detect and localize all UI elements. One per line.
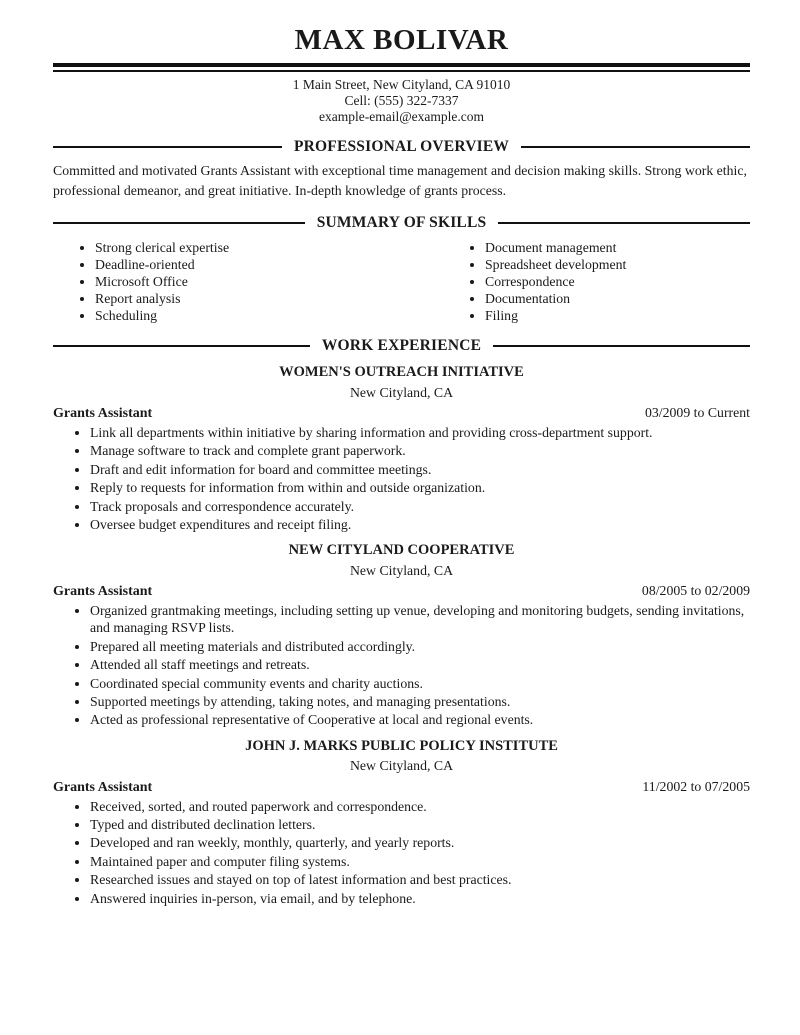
experience-bullet: • Maintained paper and computer filing systems.	[90, 853, 750, 870]
experience-bullet: • Typed and distributed declination letters.	[90, 816, 750, 833]
experience-bullet: • Manage software to track and complete grant paperwork.	[90, 442, 750, 459]
job-bullets	[53, 798, 750, 907]
skill-item: • Strong clerical expertise	[95, 239, 443, 256]
job-title: Grants Assistant	[53, 405, 153, 421]
section-heading-experience	[53, 337, 750, 355]
company-location: New Cityland, CA	[349, 562, 454, 578]
skill-item: • Microsoft Office	[95, 273, 443, 290]
phone-line: Cell: (555) 322-7337	[344, 93, 459, 109]
heading-rule-left	[53, 222, 305, 224]
job-dates: 08/2005 to 02/2009	[641, 583, 750, 599]
job-title: Grants Assistant	[53, 584, 153, 600]
skill-item: • Report analysis	[95, 290, 443, 307]
experience-bullet: • Link all departments within initiative by sharing information and providing cross-department support.	[90, 424, 750, 441]
job-dates: 11/2002 to 07/2005	[642, 778, 750, 794]
job-entry	[53, 542, 750, 728]
address-line: 1 Main Street, New Cityland, CA 91010	[292, 77, 511, 93]
skills-column-left	[53, 239, 443, 324]
header-divider	[53, 63, 750, 72]
skill-item: • Correspondence	[485, 273, 750, 290]
heading-rule-left	[53, 146, 282, 148]
experience-bullet: • Acted as professional representative of Cooperative at local and regional events.	[90, 711, 750, 728]
section-heading-skills	[53, 214, 750, 232]
company-name: JOHN J. MARKS PUBLIC POLICY INSTITUTE	[245, 737, 558, 754]
heading-rule-left	[53, 345, 310, 347]
job-title-row	[53, 583, 750, 600]
skills-column-right	[443, 239, 750, 324]
experience-bullet: • Reply to requests for information from within and outside organization.	[90, 479, 750, 496]
company-name: NEW CITYLAND COOPERATIVE	[288, 542, 515, 559]
section-title-overview: PROFESSIONAL OVERVIEW	[293, 138, 510, 156]
section-title-skills: SUMMARY OF SKILLS	[316, 214, 487, 232]
job-bullets	[53, 424, 750, 533]
company-name: WOMEN'S OUTREACH INITIATIVE	[279, 364, 524, 381]
section-heading-overview	[53, 138, 750, 156]
company-location: New Cityland, CA	[349, 758, 454, 774]
skill-item: • Document management	[485, 239, 750, 256]
overview-text: Committed and motivated Grants Assistant with exceptional time management and decision making skills. Strong work ethic, professional demeanor, and great initiative. In-depth knowledge of grants process.	[53, 163, 747, 199]
contact-block	[53, 77, 750, 125]
job-entry	[53, 738, 750, 907]
experience-bullet: • Prepared all meeting materials and distributed accordingly.	[90, 638, 750, 655]
experience-bullet: • Draft and edit information for board and committee meetings.	[90, 461, 750, 478]
candidate-name: MAX BOLIVAR	[294, 24, 509, 56]
job-bullets	[53, 602, 750, 729]
experience-bullet: • Track proposals and correspondence accurately.	[90, 498, 750, 515]
email-line: example-email@example.com	[319, 109, 484, 125]
experience-bullet: • Researched issues and stayed on top of latest information and best practices.	[90, 871, 750, 888]
job-title: Grants Assistant	[53, 779, 153, 795]
skill-item: • Spreadsheet development	[485, 256, 750, 273]
experience-bullet: • Developed and ran weekly, monthly, quarterly, and yearly reports.	[90, 834, 750, 851]
heading-rule-right	[493, 345, 750, 347]
experience-bullet: • Supported meetings by attending, taking notes, and managing presentations.	[90, 693, 750, 710]
job-dates: 03/2009 to Current	[645, 404, 750, 420]
heading-rule-right	[521, 146, 750, 148]
experience-bullet: • Attended all staff meetings and retreats.	[90, 656, 750, 673]
job-entry	[53, 364, 750, 533]
experience-bullet: • Received, sorted, and routed paperwork and correspondence.	[90, 798, 750, 815]
skill-item: • Documentation	[485, 290, 750, 307]
experience-bullet: • Answered inquiries in-person, via email, and by telephone.	[90, 890, 750, 907]
job-title-row	[53, 779, 750, 796]
job-title-row	[53, 405, 750, 422]
section-title-experience: WORK EXPERIENCE	[321, 337, 482, 355]
skill-item: • Scheduling	[95, 307, 443, 324]
skill-item: • Filing	[485, 307, 750, 324]
heading-rule-right	[498, 222, 750, 224]
skills-columns	[53, 239, 750, 324]
experience-bullet: • Organized grantmaking meetings, including setting up venue, developing and monitoring budgets, sending invitations, and managing RSVP lists.	[90, 602, 750, 637]
experience-bullet: • Oversee budget expenditures and receipt filing.	[90, 516, 750, 533]
skill-item: • Deadline-oriented	[95, 256, 443, 273]
company-location: New Cityland, CA	[349, 384, 454, 400]
experience-bullet: • Coordinated special community events and charity auctions.	[90, 675, 750, 692]
